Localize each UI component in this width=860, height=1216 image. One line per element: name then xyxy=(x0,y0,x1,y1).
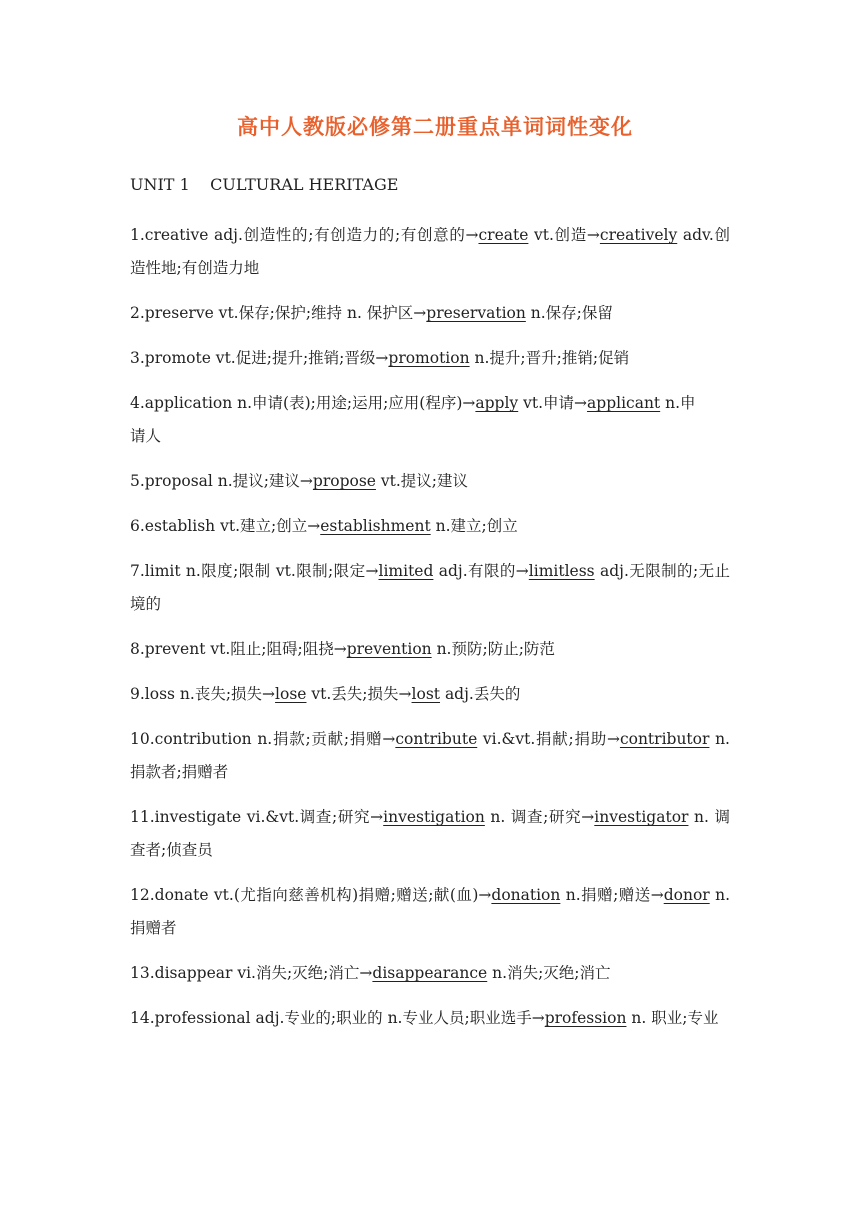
document-page xyxy=(130,112,730,1047)
vocab-entry xyxy=(130,555,730,621)
derived-word: donor xyxy=(663,886,710,904)
entry-text: 13.disappear vi.消失;灭绝;消亡→ xyxy=(130,964,373,982)
entry-text: n.捐赠者 xyxy=(130,886,730,937)
vocab-entry xyxy=(130,633,730,666)
derived-word: limitless xyxy=(528,562,595,580)
derived-word: contribute xyxy=(395,730,478,748)
entry-text: 14.professional adj.专业的;职业的 n.专业人员;职业选手→ xyxy=(130,1009,545,1027)
entry-text: 1.creative adj.创造性的;有创造力的;有创意的→ xyxy=(130,226,479,244)
entry-text: 2.preserve vt.保存;保护;维持 n. 保护区→ xyxy=(130,304,427,322)
derived-word: prevention xyxy=(346,640,432,658)
derived-word: apply xyxy=(475,394,519,412)
derived-word: disappearance xyxy=(372,964,488,982)
entry-text: n.提升;晋升;推销;促销 xyxy=(469,349,630,367)
vocabulary-list xyxy=(130,219,730,1035)
vocab-entry xyxy=(130,801,730,867)
derived-word: investigation xyxy=(383,808,485,826)
vocab-entry xyxy=(130,465,730,498)
derived-word: lost xyxy=(411,685,441,703)
entry-text: vi.&vt.捐献;捐助→ xyxy=(477,730,620,748)
entry-text: n.消失;灭绝;消亡 xyxy=(487,964,611,982)
derived-word: investigator xyxy=(594,808,689,826)
derived-word: profession xyxy=(544,1009,627,1027)
entry-text: 10.contribution n.捐款;贡献;捐赠→ xyxy=(130,730,396,748)
vocab-entry xyxy=(130,420,730,453)
entry-text: 11.investigate vi.&vt.调查;研究→ xyxy=(130,808,384,826)
entry-text: n.捐款者;捐赠者 xyxy=(130,730,730,781)
vocab-entry xyxy=(130,342,730,375)
entry-text: n.申 xyxy=(660,394,696,412)
derived-word: promotion xyxy=(388,349,470,367)
entry-text: 9.loss n.丧失;损失→ xyxy=(130,685,276,703)
entry-text: n.预防;防止;防范 xyxy=(431,640,555,658)
document-title: 高中人教版必修第二册重点单词词性变化 xyxy=(237,114,633,139)
entry-text: 6.establish vt.建立;创立→ xyxy=(130,517,321,535)
entry-text: n.捐赠;赠送→ xyxy=(560,886,664,904)
entry-text: adj.有限的→ xyxy=(433,562,529,580)
entry-text: adj.无限制的;无止境的 xyxy=(130,562,731,613)
vocab-entry xyxy=(130,879,730,945)
entry-text: n.保存;保留 xyxy=(525,304,613,322)
entry-text: vt.丢失;损失→ xyxy=(306,685,412,703)
entry-text: n. 职业;专业 xyxy=(626,1009,719,1027)
derived-word: create xyxy=(478,226,529,244)
vocab-entry xyxy=(130,1002,730,1035)
derived-word: contributor xyxy=(619,730,710,748)
vocab-entry xyxy=(130,297,730,330)
vocab-entry xyxy=(130,723,730,789)
derived-word: establishment xyxy=(320,517,431,535)
derived-word: applicant xyxy=(587,394,661,412)
entry-text: 3.promote vt.促进;提升;推销;晋级→ xyxy=(130,349,389,367)
entry-text: 8.prevent vt.阻止;阻碍;阻挠→ xyxy=(130,640,347,658)
entry-text: n.建立;创立 xyxy=(430,517,518,535)
vocab-entry xyxy=(130,957,730,990)
derived-word: donation xyxy=(491,886,561,904)
vocab-entry xyxy=(130,510,730,543)
derived-word: lose xyxy=(275,685,307,703)
entry-text: 7.limit n.限度;限制 vt.限制;限定→ xyxy=(130,562,379,580)
vocab-entry xyxy=(130,219,730,285)
entry-text: vt.申请→ xyxy=(518,394,588,412)
entry-text: n. 调查者;侦查员 xyxy=(130,808,730,859)
derived-word: creatively xyxy=(599,226,678,244)
entry-text: vt.提议;建议 xyxy=(375,472,469,490)
entry-text: 5.proposal n.提议;建议→ xyxy=(130,472,313,490)
entry-text: 4.application n.申请(表);用途;运用;应用(程序)→ xyxy=(130,394,476,412)
entry-text: n. 调查;研究→ xyxy=(484,808,595,826)
entry-text: adv.创造性地;有创造力地 xyxy=(130,226,731,277)
vocab-entry xyxy=(130,387,730,420)
vocab-entry xyxy=(130,678,730,711)
entry-text: 请人 xyxy=(130,427,162,445)
entry-text: adj.丢失的 xyxy=(440,685,521,703)
entry-text: 12.donate vt.(尤指向慈善机构)捐赠;赠送;献(血)→ xyxy=(130,886,492,904)
derived-word: preservation xyxy=(426,304,526,322)
derived-word: propose xyxy=(312,472,376,490)
derived-word: limited xyxy=(378,562,434,580)
unit-heading: UNIT 1 CULTURAL HERITAGE xyxy=(130,175,399,194)
entry-text: vt.创造→ xyxy=(528,226,600,244)
